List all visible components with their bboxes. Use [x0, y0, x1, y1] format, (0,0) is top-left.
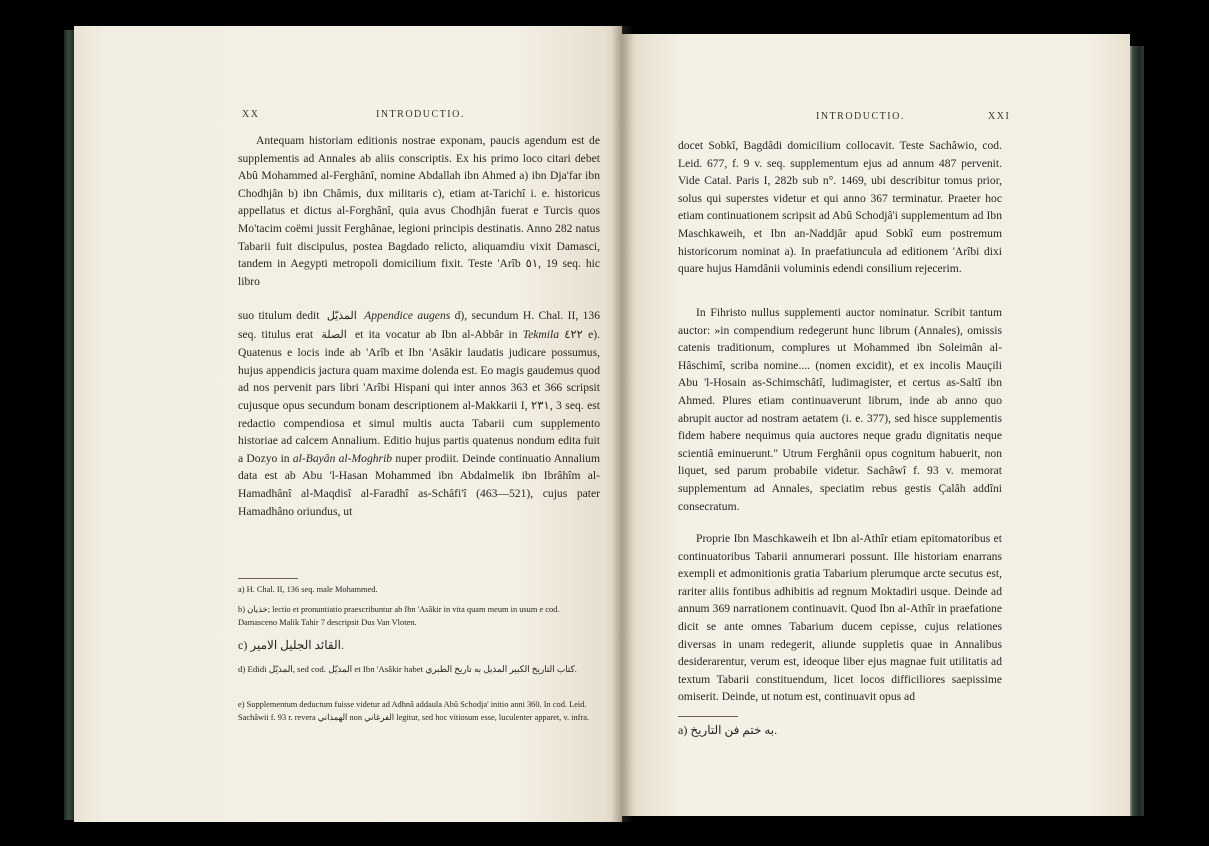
left-page: [74, 26, 622, 822]
right-paragraph-3: Proprie Ibn Maschkaweih et Ibn al-Athîr etiam epitomatoribus et continuatoribus Tabarii annumerari possunt. Ille historiam enarrans exempli et admonitionis gratia Tabarium plerumque arcte secutus est, rariter aliis fontibus adhibitis ad regnum Moktadiri usque. Deinde ad annum 369 narrationem continuavit. Quod Ibn al-Athîr in praefatione dicit se ante omnes Tabarium ducem cepisse, cujus relationes diversas in unam redegerit, aliunde suppletis quae in Annalibus desiderarentur, verum est, ideoque liber ejus magnae fuit utilitatis ad textum Tabarii constituendum, licet locos difficiliores saepissime omiserit. Deinde, ut notum est, continuavit opus ad: [678, 532, 1002, 704]
page-number-left: XX: [242, 109, 260, 120]
running-head-left: INTRODUCTIO.: [376, 109, 465, 120]
footnote-a-right: a) به ختم فن التاريخ.: [678, 723, 778, 737]
arabic-term: الصلة: [321, 328, 347, 341]
footnote-e: e) Supplementum deductum fuisse videtur ad Adhnâ addaula Abû Schodja' initio anni 360. In cod. Leid. Sachâwii f. 93 r. revera الهمذاني non الفرغاني legitur, sed hoc vitiosum esse, luculenter apparet, v. infra.: [238, 700, 590, 722]
right-paragraph-2: In Fihristo nullus supplementi auctor nominatur. Scribit tantum auctor: »in compendium redegerunt hunc librum (Annales), omissis catenis traditionum, complures ut Mohammed ibn Soleimân al-Hâschimî, scriba nomine.... (nomen excidit), et ex incolis Mauçili Abu 'l-Hosain as-Schimschâtî, ludimagister, et certus as-Saltî ibn Ahmed. Plures etiam continuaverunt librum, inde ab anno quo abrupit auctor ad nostram aetatem (i. e. 377), sed hisce supplementis fidem habere nequimus quia auctores neque gradu dignitatis neque scientiâ eminuerunt." Utrum Ferghânii opus cognitum habuerit, non liquet, sed parum probabile videtur. Sachâwî f. 93 v. memorat supplementum ad Annales, speciatim rebus gestis Çalâh addîni consecratum.: [678, 306, 1002, 513]
page-number-right: XXI: [988, 111, 1011, 122]
text-run: ٤٢٢ e). Quatenus e locis inde ab 'Arîb et Ibn 'Asâkir laudatis judicare possumus, hujus appendicis jactura quam maxime dolenda est. Eo magis gaudemus quod ad nos pervenit pars libri 'Arîbi Hispani qui inter annos 363 et 366 scripsit cujusque opus secundum bonam descriptionem al-Makkarii I, ٢٣١, 3 seq. est redactio compendiosa et simul multis aucta Tabarii cum supplemento historiae ad calcem Annalium. Editio hujus partis quatenus nondum edita fuit a Dozyo in: [238, 327, 601, 465]
running-head-right: INTRODUCTIO.: [816, 111, 905, 122]
italic-title: Tekmila: [522, 327, 560, 341]
left-paragraph-2: [238, 307, 600, 520]
italic-title: Appendice augens: [364, 309, 451, 322]
footnote-a: a) H. Chal. II, 136 seq. male Mohammed.: [238, 585, 378, 594]
arabic-title: المذيّل: [326, 310, 357, 322]
footnote-b: b) خذيان; lectio et pronuntiatio praescribuntur ab Ibn 'Asâkir in vita quam meum in usum e cod. Damasceno Malik Tahir 7 descripsit Dus Van Vloten.: [238, 605, 560, 627]
text-run: et ita vocatur ab Ibn al-Abbâr in: [355, 327, 518, 341]
right-page: [622, 34, 1130, 816]
book-gutter: [612, 26, 634, 822]
text-run: nuper prodiit. Deinde continuatio Annalium data est ab Abu 'l-Hasan Mohammed ibn Abdalmelik ibn Ibrâhîm al-Hamadhânî al-Maqdisî al-Faradhî as-Schâfi'î (463—521), cujus pater Hamadhâno oriundus, ut: [238, 451, 600, 518]
italic-title: al-Bayân al-Moghrib: [292, 451, 393, 465]
footnote-d: d) Edidi المذيّل, sed cod. المذيّل et Ibn 'Asâkir habet كتاب التاريخ الكبير المذيل به تاريخ الطبري.: [238, 664, 577, 674]
text-run: d), secundum H. Chal. II, 136 seq. titulus erat: [238, 309, 601, 341]
footnote-rule: [678, 716, 738, 717]
footnote-c: c) القائد الجليل الامير.: [238, 638, 344, 652]
right-paragraph-1: docet Sobkî, Bagdâdi domicilium collocavit. Teste Sachâwio, cod. Leid. 677, f. 9 v. seq. supplementum ejus ad annum 487 pervenit. Vide Catal. Paris I, 282b sub n°. 1469, ubi describitur tomus prior, solus qui superstes videtur et qui anno 367 terminatur. Praeter hoc etiam continuationem scripsit ad Abû Schodjâ'i supplementum ad Ibn Maschkaweih, et Ibn an-Naddjâr apud Sobkî eum postremum historicorum nominat a). In praefatiuncula ad editionem 'Arîbi dixi quare hujus Hamdânii voluminis edendi consilium rejecerim.: [678, 139, 1002, 276]
footnote-rule: [238, 578, 298, 579]
left-paragraph-1: Antequam historiam editionis nostrae exponam, paucis agendum est de supplementis ad Annales ab aliis conscriptis. Ex his primo loco citari debet Abû Mohammed al-Ferghânî, nomine Abdallah ibn Ahmed a) ibn Dja'far ibn Chodhjân b) ibn Châmis, dux militaris c), etiam at-Tarichî i. e. historicus appellatus et dictus al-Forghânî, quia avus Chodhjân fuerat e Turcis quos Mo'tacim coëmi jussit Ferghânae, legioni principis destinatis. Anno 282 natus Tabarii fuit discipulus, postea Bagdado relicto, aliquamdiu vixit Damasci, tandem in Aegypti metropoli domicilium fixit. Teste 'Arîb ٥١, 19 seq. hic libro: [238, 134, 600, 288]
book-cover-right-edge: [1128, 46, 1144, 816]
text-run: suo titulum dedit: [238, 309, 320, 322]
